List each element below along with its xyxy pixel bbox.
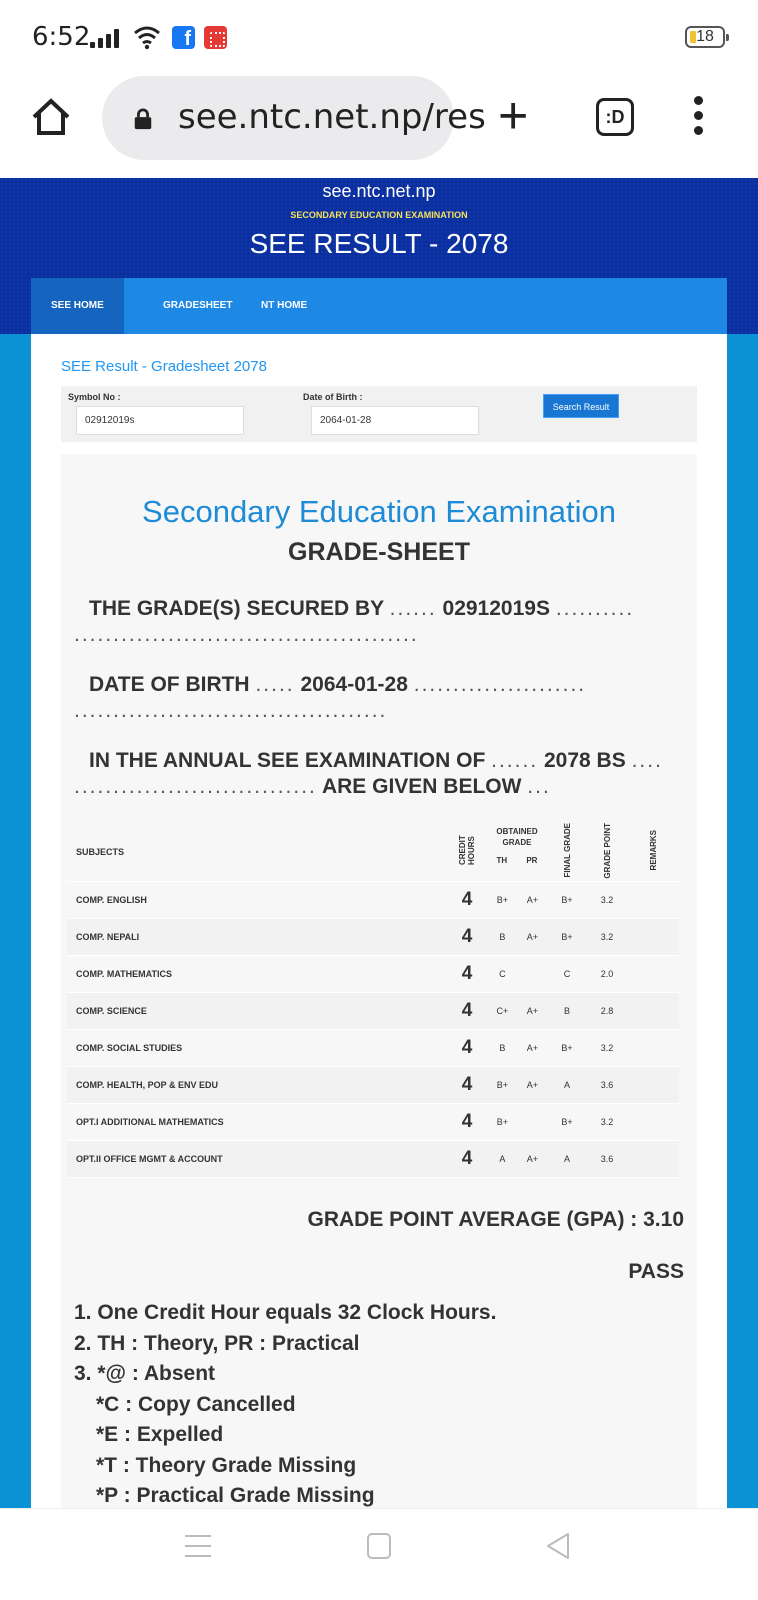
site-header [0, 178, 758, 334]
table-header [67, 822, 679, 882]
header-obtained: OBTAINED GRADE [496, 827, 538, 847]
note-item: *T : Theory Grade Missing [96, 1453, 357, 1477]
system-nav-bar [0, 1508, 758, 1600]
table-row: COMP. HEALTH, POP & ENV EDU 4 B+ A+ A 3.6 [67, 1067, 679, 1104]
dob-input[interactable]: 2064-01-28 [311, 406, 479, 435]
table-row: COMP. SCIENCE 4 C+ A+ B 2.8 [67, 993, 679, 1030]
header-subjects: SUBJECTS [67, 822, 447, 882]
given-below: ARE GIVEN BELOW [321, 775, 522, 798]
url-text: see.ntc.net.np/res [178, 97, 486, 137]
tab-switcher-button[interactable]: :D [596, 98, 634, 136]
dob-value: 2064-01-28 [300, 673, 408, 696]
sheet-subtitle: GRADE-SHEET [288, 538, 470, 566]
symbol-input[interactable]: 02912019s [76, 406, 244, 435]
dob-line: DATE OF BIRTH ..... 2064-01-28 ...................... ........................................ [74, 673, 587, 722]
header-remarks: REMARKS [648, 830, 658, 871]
note-item: *C : Copy Cancelled [96, 1392, 296, 1416]
address-bar[interactable] [102, 76, 486, 160]
table-row: OPT.I ADDITIONAL MATHEMATICS 4 B+ B+ 3.2 [67, 1104, 679, 1141]
header-final: FINAL GRADE [562, 823, 572, 878]
site-nav [31, 278, 727, 334]
exam-year: 2078 BS [544, 749, 626, 772]
lock-icon [132, 108, 154, 130]
header-point: GRADE POINT [602, 822, 612, 879]
exam-label: IN THE ANNUAL SEE EXAMINATION OF [89, 749, 486, 772]
site-domain: see.ntc.net.np [322, 181, 436, 201]
browser-toolbar [0, 74, 758, 178]
note-item: 2. TH : Theory, PR : Practical [74, 1331, 360, 1355]
note-item: 1. One Credit Hour equals 32 Clock Hours. [74, 1301, 497, 1324]
page-content [0, 178, 758, 1508]
facebook-icon: f [172, 26, 195, 49]
back-icon[interactable] [544, 1531, 572, 1561]
grades-table [67, 822, 679, 1178]
nav-see-home[interactable]: SEE HOME [31, 278, 124, 334]
gpa-text: GRADE POINT AVERAGE (GPA) : 3.10 [307, 1208, 684, 1231]
search-result-button[interactable]: Search Result [543, 394, 619, 418]
secured-by-label: THE GRADE(S) SECURED BY [89, 597, 384, 620]
header-pr: PR [526, 856, 538, 865]
new-tab-plus-icon[interactable]: + [498, 87, 529, 145]
secured-by-line: THE GRADE(S) SECURED BY ...... 02912019S .......... ............................................ [74, 597, 635, 646]
symbol-label: Symbol No : [68, 392, 121, 402]
grade-sheet [61, 454, 697, 1514]
table-row: COMP. NEPALI 4 B A+ B+ 3.2 [67, 919, 679, 956]
note-item: *E : Expelled [96, 1423, 224, 1446]
sheet-title: Secondary Education Examination [142, 494, 616, 529]
status-bar [0, 0, 758, 74]
battery-icon [685, 26, 725, 48]
nav-gradesheet[interactable]: GRADESHEET [163, 300, 233, 311]
note-item: *P : Practical Grade Missing [96, 1484, 375, 1507]
site-title: SEE RESULT - 2078 [249, 228, 509, 259]
content-card [31, 334, 727, 1514]
dob-label: Date of Birth : [303, 392, 363, 402]
recent-apps-icon[interactable] [185, 1535, 211, 1561]
exam-line: IN THE ANNUAL SEE EXAMINATION OF ...... 2078 BS .... ............................... ARE GIVEN BELOW ... [74, 749, 663, 798]
note-item: 3. *@ : Absent [74, 1362, 216, 1385]
search-form [61, 386, 697, 442]
table-row: COMP. ENGLISH 4 B+ A+ B+ 3.2 [67, 882, 679, 919]
wifi-icon [133, 24, 161, 50]
nav-nt-home[interactable]: NT HOME [261, 300, 308, 311]
header-credit: CREDIT HOURS [458, 835, 476, 866]
symbol-number: 02912019S [442, 597, 550, 620]
home-nav-icon[interactable] [367, 1533, 391, 1559]
result-status: PASS [628, 1260, 684, 1283]
site-subtitle: SECONDARY EDUCATION EXAMINATION [290, 210, 468, 220]
menu-dots-icon[interactable] [692, 96, 704, 136]
table-row: COMP. SOCIAL STUDIES 4 B A+ B+ 3.2 [67, 1030, 679, 1067]
signal-icon [90, 28, 124, 48]
app-notification-icon [204, 26, 227, 49]
header-th: TH [496, 856, 508, 865]
status-time: 6:52 [32, 22, 91, 52]
page-breadcrumb[interactable]: SEE Result - Gradesheet 2078 [61, 358, 267, 375]
dob-text-label: DATE OF BIRTH [89, 673, 250, 696]
home-icon[interactable] [30, 96, 72, 138]
notes-list [74, 1298, 496, 1512]
table-row: COMP. MATHEMATICS 4 C C 2.0 [67, 956, 679, 993]
battery-level: 18 [696, 28, 714, 45]
table-row: OPT.II OFFICE MGMT & ACCOUNT 4 A A+ A 3.6 [67, 1141, 679, 1178]
